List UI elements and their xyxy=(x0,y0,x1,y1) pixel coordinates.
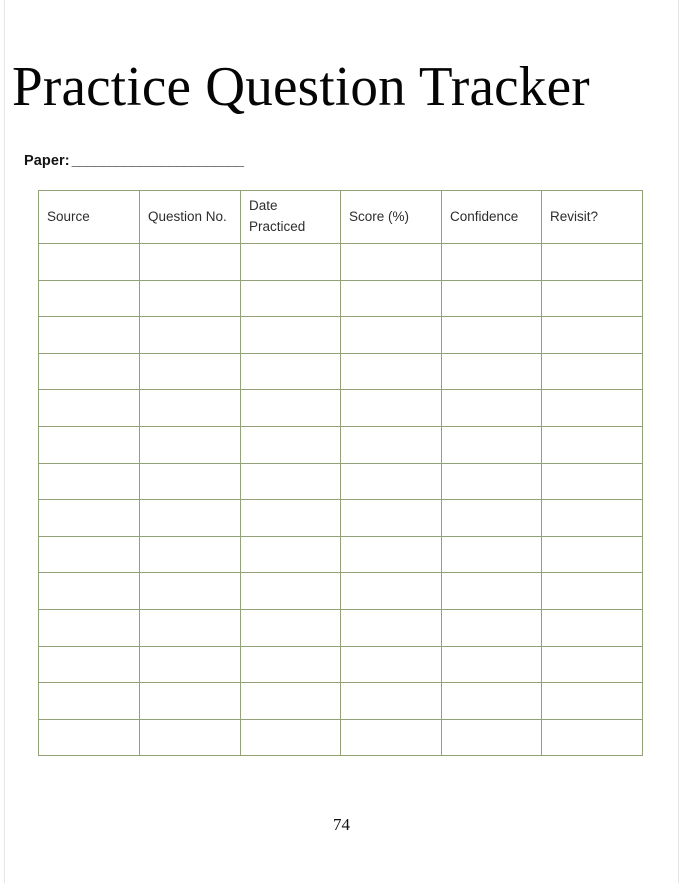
table-cell[interactable] xyxy=(341,463,442,500)
table-cell[interactable] xyxy=(542,390,643,427)
table-row xyxy=(39,500,643,537)
table-row xyxy=(39,573,643,610)
table-cell[interactable] xyxy=(442,390,542,427)
table-cell[interactable] xyxy=(241,317,341,354)
table-cell[interactable] xyxy=(39,317,140,354)
column-header-question-no: Question No. xyxy=(140,191,241,244)
table-body xyxy=(39,244,643,756)
table-cell[interactable] xyxy=(341,609,442,646)
table-cell[interactable] xyxy=(341,536,442,573)
table-cell[interactable] xyxy=(341,390,442,427)
column-header-source: Source xyxy=(39,191,140,244)
column-header-confidence: Confidence xyxy=(442,191,542,244)
table-cell[interactable] xyxy=(241,573,341,610)
table-cell[interactable] xyxy=(140,683,241,720)
table-cell[interactable] xyxy=(542,683,643,720)
table-cell[interactable] xyxy=(442,646,542,683)
table-cell[interactable] xyxy=(241,463,341,500)
table-cell[interactable] xyxy=(542,500,643,537)
table-cell[interactable] xyxy=(140,244,241,281)
table-row xyxy=(39,317,643,354)
table-cell[interactable] xyxy=(241,683,341,720)
page-right-edge xyxy=(678,0,679,883)
table-row xyxy=(39,536,643,573)
table-cell[interactable] xyxy=(341,573,442,610)
table-cell[interactable] xyxy=(39,536,140,573)
table-cell[interactable] xyxy=(542,719,643,756)
column-header-score: Score (%) xyxy=(341,191,442,244)
table-cell[interactable] xyxy=(442,683,542,720)
table-cell[interactable] xyxy=(442,353,542,390)
table-row xyxy=(39,280,643,317)
table-cell[interactable] xyxy=(241,609,341,646)
table-cell[interactable] xyxy=(542,280,643,317)
table-cell[interactable] xyxy=(39,646,140,683)
table-cell[interactable] xyxy=(542,573,643,610)
paper-field-label: Paper: xyxy=(24,153,70,169)
table-cell[interactable] xyxy=(442,317,542,354)
table-cell[interactable] xyxy=(241,244,341,281)
table-row xyxy=(39,683,643,720)
table-cell[interactable] xyxy=(241,353,341,390)
column-header-date-practiced: Date Practiced xyxy=(241,191,341,244)
table-cell[interactable] xyxy=(341,280,442,317)
table-cell[interactable] xyxy=(241,719,341,756)
column-header-revisit: Revisit? xyxy=(542,191,643,244)
table-cell[interactable] xyxy=(341,317,442,354)
table-header-row xyxy=(39,191,643,244)
page-left-edge xyxy=(4,0,5,883)
table-cell[interactable] xyxy=(140,426,241,463)
practice-question-table xyxy=(38,190,643,756)
table-cell[interactable] xyxy=(241,390,341,427)
table-cell[interactable] xyxy=(140,390,241,427)
table-cell[interactable] xyxy=(542,609,643,646)
table-cell[interactable] xyxy=(140,646,241,683)
paper-field-blank[interactable]: _______________________ xyxy=(71,153,244,169)
table-cell[interactable] xyxy=(241,646,341,683)
table-cell[interactable] xyxy=(241,500,341,537)
table-row xyxy=(39,719,643,756)
table-cell[interactable] xyxy=(39,280,140,317)
table-cell[interactable] xyxy=(140,573,241,610)
table-cell[interactable] xyxy=(542,244,643,281)
table-cell[interactable] xyxy=(39,244,140,281)
paper-field xyxy=(24,153,243,169)
table-row xyxy=(39,353,643,390)
table-cell[interactable] xyxy=(442,500,542,537)
table-cell[interactable] xyxy=(241,280,341,317)
table-cell[interactable] xyxy=(140,536,241,573)
table-cell[interactable] xyxy=(341,500,442,537)
table-cell[interactable] xyxy=(39,683,140,720)
table-cell[interactable] xyxy=(442,536,542,573)
table-cell[interactable] xyxy=(542,317,643,354)
table-row xyxy=(39,426,643,463)
table-cell[interactable] xyxy=(341,683,442,720)
table-cell[interactable] xyxy=(39,426,140,463)
table-cell[interactable] xyxy=(39,719,140,756)
table-cell[interactable] xyxy=(39,500,140,537)
table-cell[interactable] xyxy=(140,317,241,354)
table-cell[interactable] xyxy=(442,719,542,756)
table-cell[interactable] xyxy=(442,573,542,610)
table-row xyxy=(39,609,643,646)
table-cell[interactable] xyxy=(39,353,140,390)
table-row xyxy=(39,646,643,683)
table-cell[interactable] xyxy=(341,353,442,390)
table-cell[interactable] xyxy=(39,390,140,427)
table-cell[interactable] xyxy=(140,609,241,646)
table-cell[interactable] xyxy=(140,500,241,537)
table-cell[interactable] xyxy=(140,353,241,390)
table-cell[interactable] xyxy=(442,609,542,646)
table-cell[interactable] xyxy=(39,463,140,500)
table-cell[interactable] xyxy=(341,244,442,281)
table-cell[interactable] xyxy=(442,280,542,317)
table-cell[interactable] xyxy=(442,244,542,281)
table-cell[interactable] xyxy=(542,536,643,573)
table-cell[interactable] xyxy=(542,426,643,463)
table-cell[interactable] xyxy=(39,609,140,646)
table-header xyxy=(39,191,643,244)
table-cell[interactable] xyxy=(341,719,442,756)
table-cell[interactable] xyxy=(39,573,140,610)
table-cell[interactable] xyxy=(140,719,241,756)
table-cell[interactable] xyxy=(241,536,341,573)
page-title: Practice Question Tracker xyxy=(12,55,590,118)
table-cell[interactable] xyxy=(341,426,442,463)
page-number: 74 xyxy=(333,815,350,834)
table-row xyxy=(39,463,643,500)
table-cell[interactable] xyxy=(341,646,442,683)
table-cell[interactable] xyxy=(442,426,542,463)
table-cell[interactable] xyxy=(542,463,643,500)
table-cell[interactable] xyxy=(442,463,542,500)
table-cell[interactable] xyxy=(542,646,643,683)
table-row xyxy=(39,390,643,427)
table-cell[interactable] xyxy=(241,426,341,463)
table-cell[interactable] xyxy=(140,280,241,317)
table-cell[interactable] xyxy=(140,463,241,500)
table-row xyxy=(39,244,643,281)
table-cell[interactable] xyxy=(542,353,643,390)
